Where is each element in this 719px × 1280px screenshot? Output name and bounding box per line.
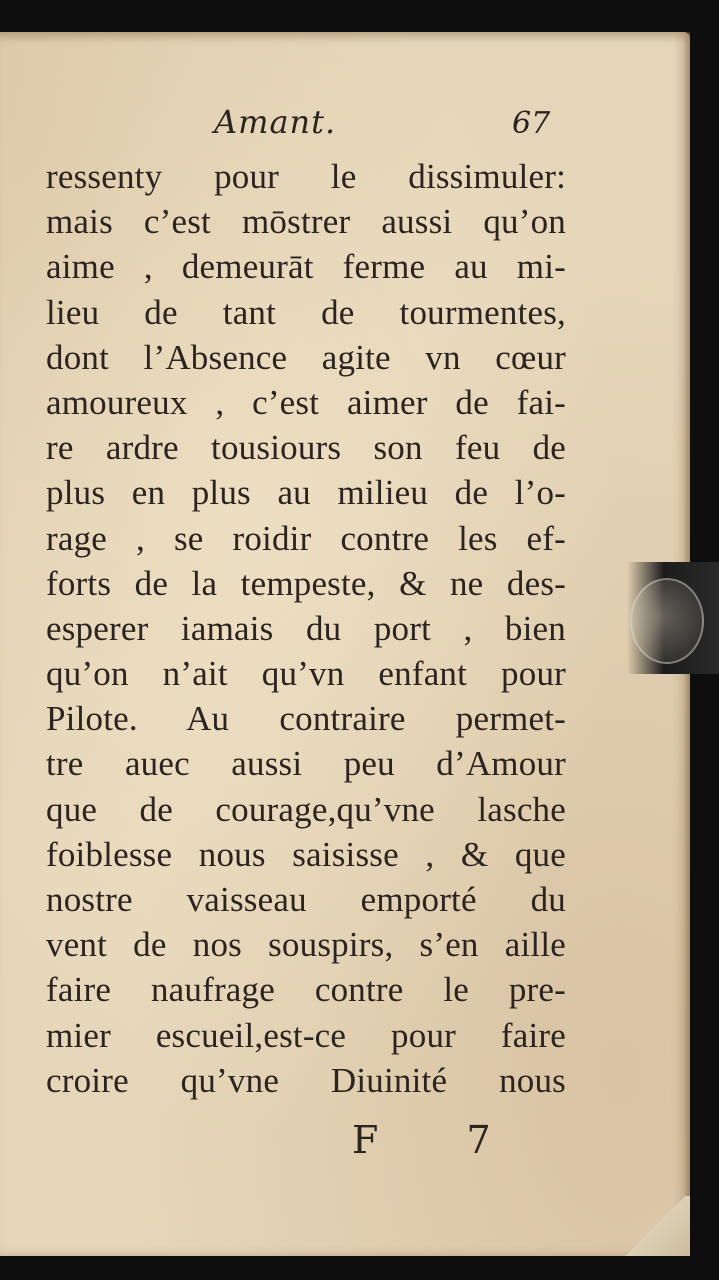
text-line: rage , se roidir contre les ef-: [46, 518, 566, 558]
page-corner-fold: [620, 1196, 690, 1256]
text-line: forts de la tempeste, & ne des-: [46, 563, 566, 603]
text-line: que de courage,qu’vne lasche: [46, 789, 566, 829]
text-line: nostre vaisseau emporté du: [46, 880, 566, 919]
text-line: mais c’est mōstrer aussi qu’on: [46, 202, 566, 242]
text-line: foiblesse nous saisisse , & que: [46, 834, 566, 874]
text-line: dont l’Absence agite vn cœur: [46, 337, 566, 377]
text-line: esperer iamais du port , bien: [46, 608, 566, 648]
signature-mark: F 7: [352, 1118, 529, 1162]
text-line: Pilote. Au contraire permet-: [46, 699, 566, 739]
page-number: 67: [512, 106, 551, 141]
text-line: croire qu’vne Diuinité nous: [46, 1060, 566, 1100]
text-line: faire naufrage contre le pre-: [46, 970, 566, 1010]
text-line: aime , demeurāt ferme au mi-: [46, 247, 566, 287]
text-line: plus en plus au milieu de l’o-: [46, 473, 566, 513]
text-line: tre auec aussi peu d’Amour: [46, 744, 566, 784]
clip-ring-icon: [630, 578, 704, 664]
running-head: Amant.: [214, 103, 337, 141]
text-line: vent de nos souspirs, s’en aille: [46, 925, 566, 965]
text-line: amoureux , c’est aimer de fai-: [46, 382, 566, 422]
body-text: [46, 154, 566, 1103]
text-line: ressenty pour le dissimuler:: [46, 157, 566, 196]
text-line: mier escueil,est-ce pour faire: [46, 1015, 566, 1055]
text-line: lieu de tant de tourmentes,: [46, 292, 566, 332]
text-line: re ardre tousiours son feu de: [46, 428, 566, 468]
text-line: qu’on n’ait qu’vn enfant pour: [46, 654, 566, 694]
